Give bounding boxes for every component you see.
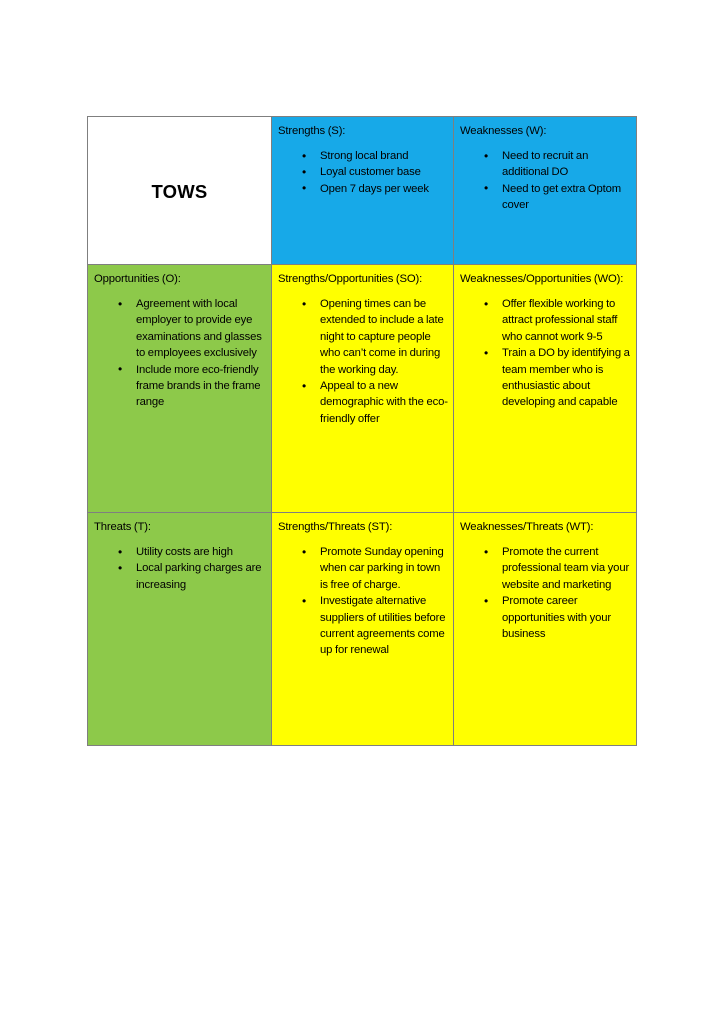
matrix-cell-opportunities <box>88 265 272 513</box>
list-item: • Promote the current professional team via your website and marketing <box>460 544 631 593</box>
list-item: • Need to recruit an additional DO <box>460 148 631 181</box>
list-item: • Agreement with local employer to provide eye examinations and glasses to employees exclusively <box>94 296 266 362</box>
matrix-cell-st-strategies <box>272 513 454 746</box>
weaknesses-heading: Weaknesses (W): <box>460 125 547 137</box>
matrix-cell-wo-strategies <box>454 265 637 513</box>
wo-list <box>460 296 631 411</box>
matrix-cell-corner <box>88 117 272 265</box>
matrix-cell-weaknesses <box>454 117 637 265</box>
tows-matrix-table <box>87 116 637 746</box>
list-item: • Opening times can be extended to include a late night to capture people who can’t come in during the working day. <box>278 296 448 378</box>
matrix-cell-so-strategies <box>272 265 454 513</box>
wo-heading: Weaknesses/Opportunities (WO): <box>460 273 624 285</box>
weaknesses-list <box>460 148 631 214</box>
list-item: • Include more eco-friendly frame brands in the frame range <box>94 362 266 411</box>
list-item: • Investigate alternative suppliers of utilities before current agreements come up for renewal <box>278 593 448 659</box>
wt-list <box>460 544 631 642</box>
opportunities-heading: Opportunities (O): <box>94 273 181 285</box>
tows-title: TOWS <box>151 180 208 202</box>
list-item: • Appeal to a new demographic with the eco-friendly offer <box>278 378 448 427</box>
so-heading: Strengths/Opportunities (SO): <box>278 273 423 285</box>
list-item: • Open 7 days per week <box>278 181 448 197</box>
wt-heading: Weaknesses/Threats (WT): <box>460 521 594 533</box>
list-item: • Local parking charges are increasing <box>94 560 266 593</box>
list-item: • Utility costs are high <box>94 544 266 560</box>
list-item: • Offer flexible working to attract professional staff who cannot work 9-5 <box>460 296 631 345</box>
matrix-cell-threats <box>88 513 272 746</box>
matrix-cell-wt-strategies <box>454 513 637 746</box>
list-item: • Strong local brand <box>278 148 448 164</box>
threats-list <box>94 544 266 593</box>
opportunities-list <box>94 296 266 411</box>
list-item: • Loyal customer base <box>278 164 448 180</box>
threats-heading: Threats (T): <box>94 521 151 533</box>
strengths-heading: Strengths (S): <box>278 125 346 137</box>
strengths-list <box>278 148 448 197</box>
table-row-threats <box>88 513 637 746</box>
so-list <box>278 296 448 427</box>
list-item: • Promote career opportunities with your business <box>460 593 631 642</box>
list-item: • Need to get extra Optom cover <box>460 181 631 214</box>
st-list <box>278 544 448 659</box>
list-item: • Promote Sunday opening when car parking in town is free of charge. <box>278 544 448 593</box>
matrix-cell-strengths <box>272 117 454 265</box>
table-row-opportunities <box>88 265 637 513</box>
st-heading: Strengths/Threats (ST): <box>278 521 393 533</box>
table-row-internal-factors <box>88 117 637 265</box>
list-item: • Train a DO by identifying a team member who is enthusiastic about developing and capable <box>460 345 631 411</box>
